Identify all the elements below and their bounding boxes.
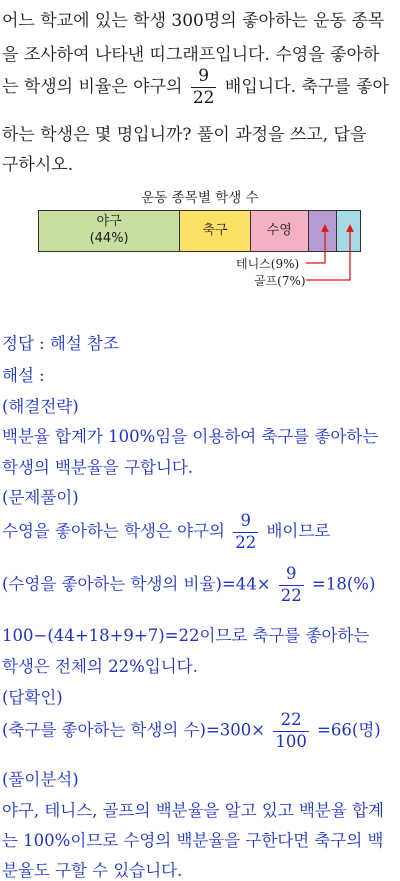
solve-fraction-2 bbox=[279, 566, 304, 604]
strategy-heading: (해결전략) bbox=[2, 397, 79, 416]
strategy-line-1: 백분율 합계가 100%임을 이용하여 축구를 좋아하는 bbox=[2, 427, 379, 446]
solve-line-2-tail: =18(%) bbox=[312, 574, 376, 594]
segment-baseball-label: 야구 bbox=[96, 214, 122, 230]
fraction-denominator: 100 bbox=[275, 731, 307, 751]
question-line-3-tail: 배입니다. 축구를 좋아 bbox=[224, 77, 389, 97]
solve-line-2 bbox=[2, 566, 375, 604]
chart-title: 운동 종목별 학생 수 bbox=[141, 190, 259, 206]
tennis-label: 테니스(9%) bbox=[236, 257, 300, 271]
fraction-numerator: 9 bbox=[198, 66, 210, 86]
solve-line-2-text: (수영을 좋아하는 학생의 비율)=44× bbox=[2, 574, 271, 594]
check-fraction bbox=[273, 712, 309, 750]
check-line bbox=[2, 712, 381, 750]
check-line-tail: =66(명) bbox=[317, 720, 381, 740]
solve-line-4: 학생은 전체의 22%입니다. bbox=[2, 657, 198, 676]
golf-arrow bbox=[306, 228, 350, 280]
solve-fraction-1 bbox=[233, 513, 258, 551]
question-line-5: 구하시오. bbox=[2, 155, 74, 175]
solve-line-1-text: 수영을 좋아하는 학생은 야구의 bbox=[2, 521, 225, 541]
solve-heading: (문제풀이) bbox=[2, 488, 79, 507]
question-line-3-text: 는 학생의 비율은 야구의 bbox=[2, 77, 183, 97]
segment-swim-label: 수영 bbox=[266, 222, 292, 238]
golf-label: 골프(7%) bbox=[254, 274, 306, 288]
segment-baseball-pct: (44%) bbox=[89, 231, 129, 246]
fraction-numerator: 9 bbox=[240, 511, 251, 530]
annotation-arrows bbox=[0, 0, 400, 300]
solve-line-1-tail: 배이므로 bbox=[266, 521, 331, 541]
analysis-line-2: 는 100%이므로 수영의 백분율을 구한다면 축구의 백 bbox=[2, 831, 384, 850]
analysis-line-3: 분율도 구할 수 있습니다. bbox=[2, 861, 183, 880]
analysis-line-1: 야구, 테니스, 골프의 백분율을 알고 있고 백분율 합계 bbox=[2, 801, 384, 820]
check-line-text: (축구를 좋아하는 학생의 수)=300× bbox=[2, 720, 266, 740]
analysis-heading: (풀이분석) bbox=[2, 770, 79, 789]
solve-line-3: 100−(44+18+9+7)=22이므로 축구를 좋아하는 bbox=[2, 626, 370, 645]
fraction-denominator: 22 bbox=[280, 585, 302, 605]
strategy-line-2: 학생의 백분율을 구합니다. bbox=[2, 458, 194, 477]
question-line-4: 하는 학생은 몇 명입니까? 풀이 과정을 쓰고, 답을 bbox=[2, 125, 367, 145]
tennis-arrow bbox=[306, 228, 325, 263]
question-line-2: 을 조사하여 나타낸 띠그래프입니다. 수영을 좋아하 bbox=[2, 45, 380, 65]
explain-label: 해설 : bbox=[2, 366, 45, 385]
solve-line-1 bbox=[2, 513, 330, 551]
fraction-numerator: 9 bbox=[286, 564, 297, 583]
fraction-numerator: 22 bbox=[280, 710, 302, 729]
answer-line: 정답 : 해설 참조 bbox=[2, 334, 119, 353]
fraction-denominator: 22 bbox=[235, 532, 257, 552]
fraction-denominator: 22 bbox=[192, 88, 215, 108]
question-line-1: 어느 학교에 있는 학생 300명의 좋아하는 운동 종목 bbox=[2, 11, 385, 31]
segment-soccer-label: 축구 bbox=[202, 222, 228, 238]
check-heading: (답확인) bbox=[2, 688, 63, 707]
